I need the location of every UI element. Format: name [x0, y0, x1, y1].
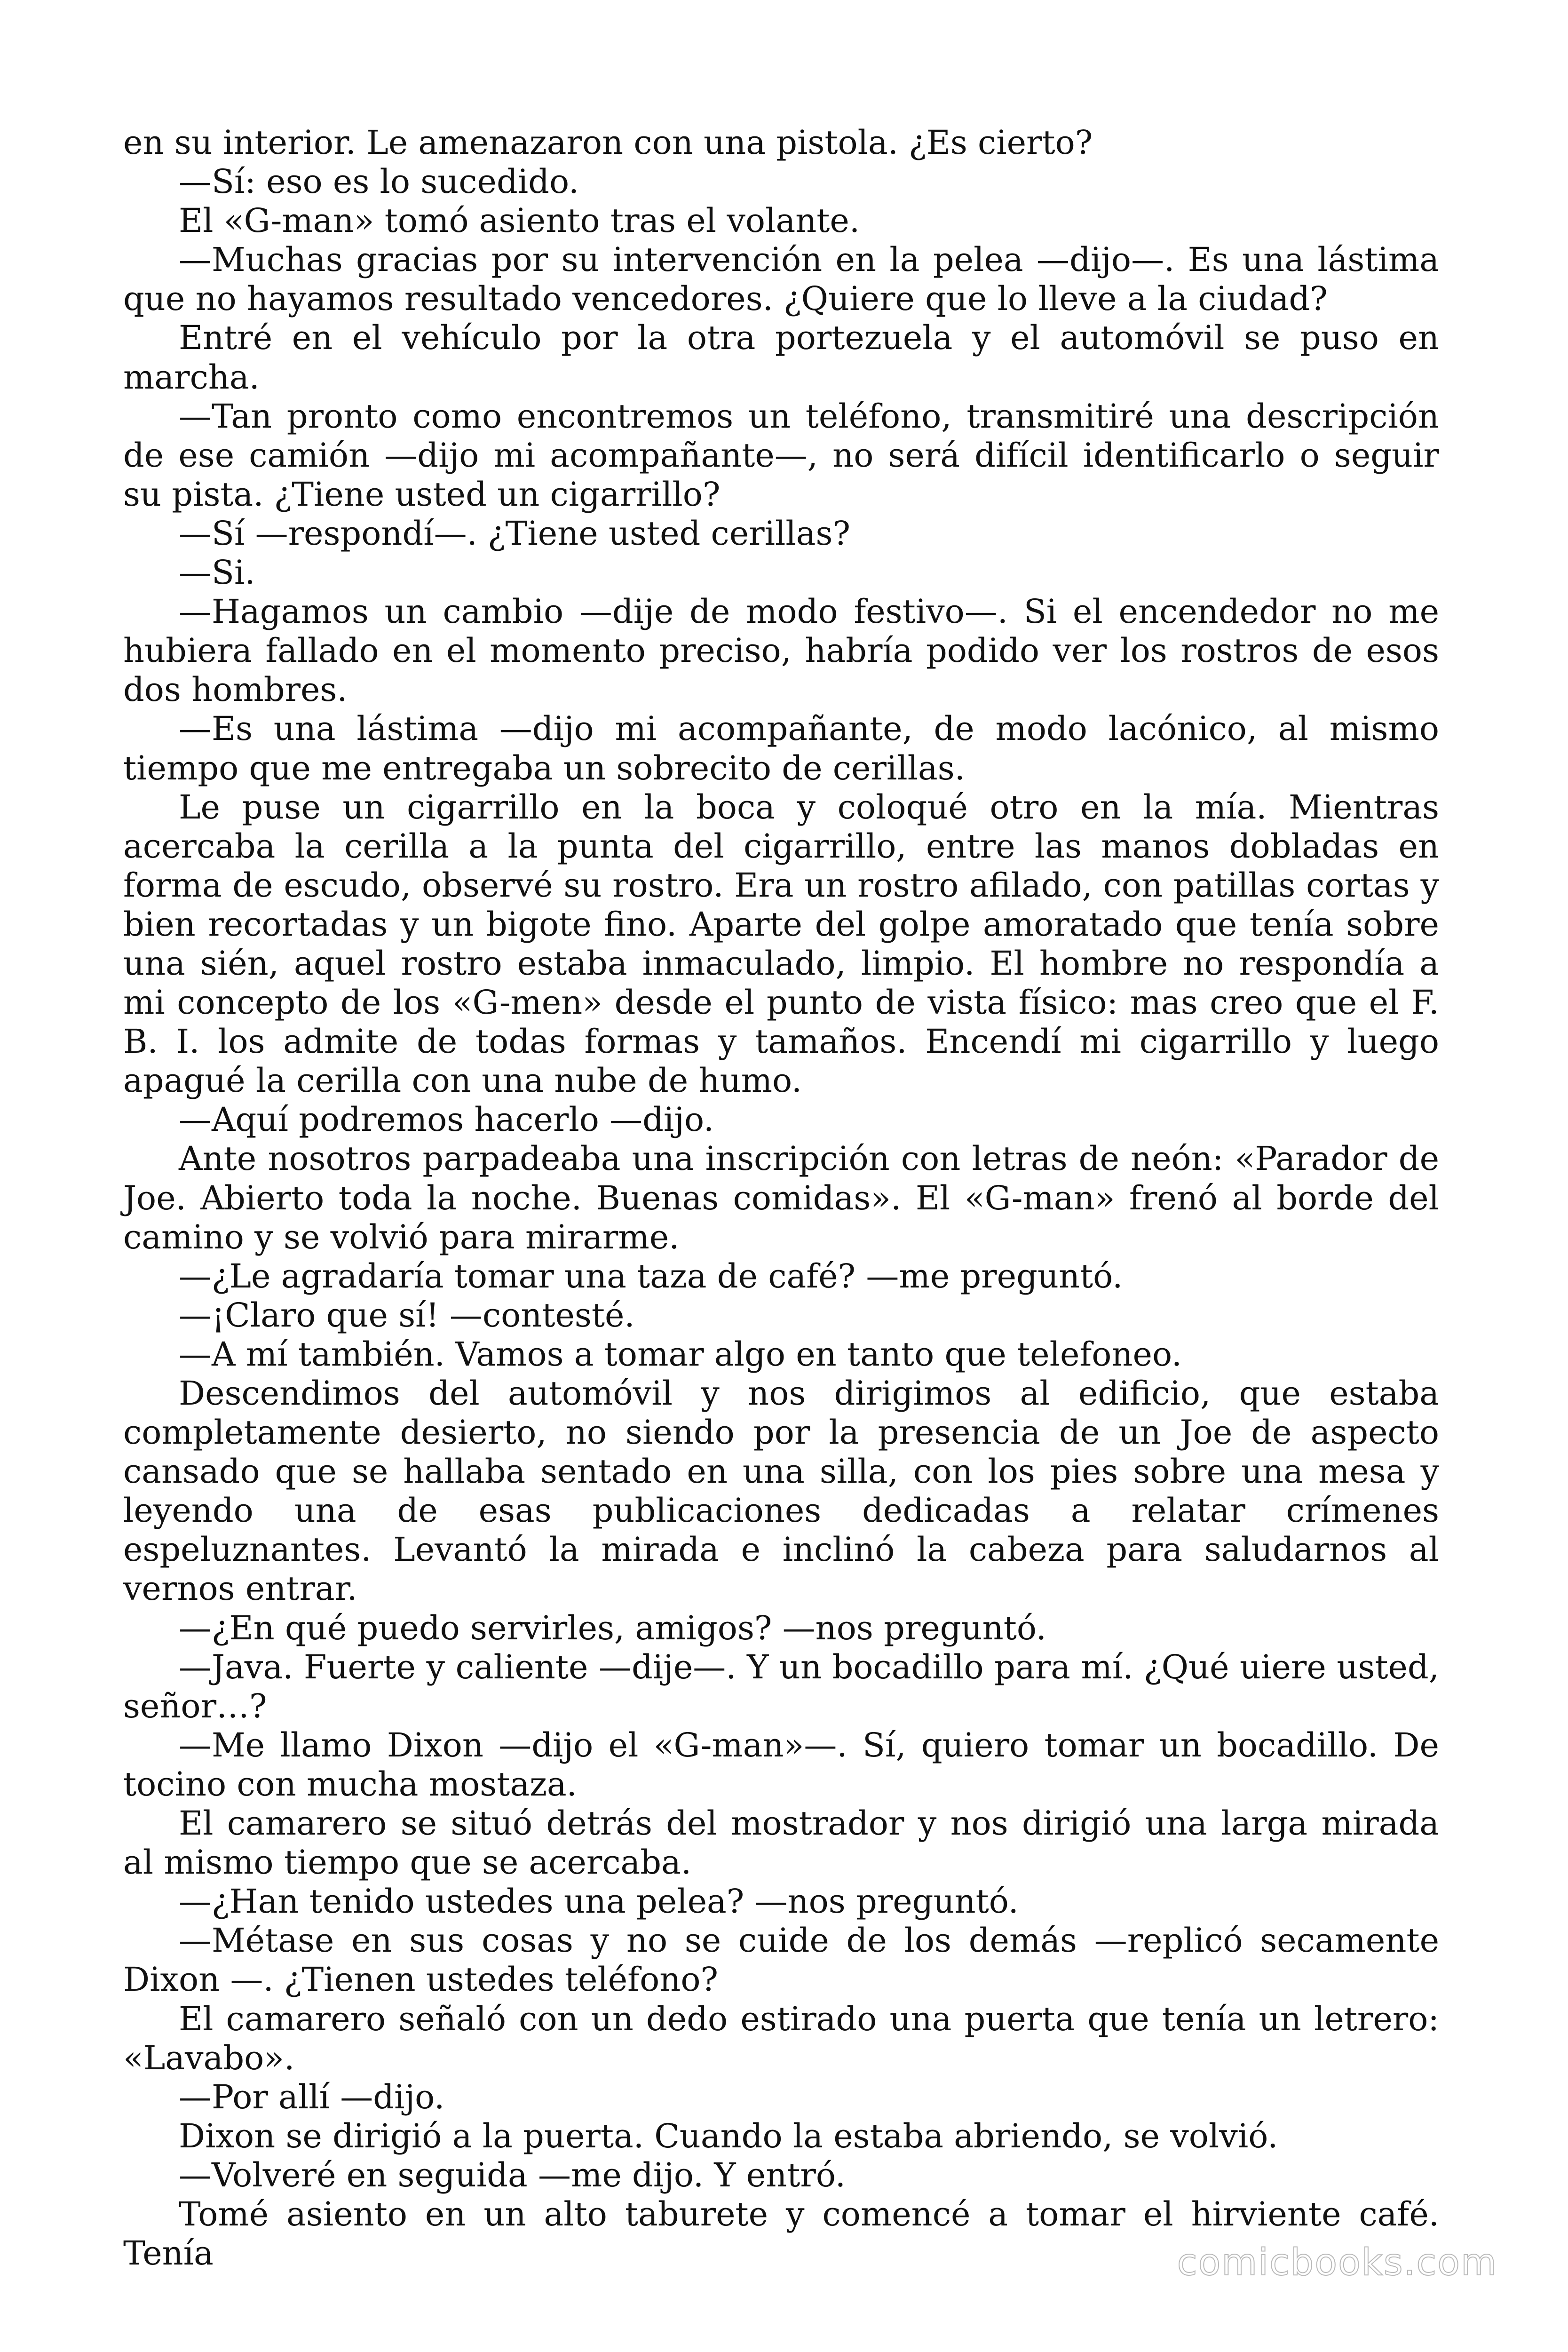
paragraph: —Me llamo Dixon —dijo el «G-man»—. Sí, quiero tomar un bocadillo. De tocino con mucha mostaza.	[123, 1725, 1439, 1804]
watermark: comicbooks.com	[1177, 2241, 1497, 2284]
paragraph: —Hagamos un cambio —dije de modo festivo—. Si el encendedor no me hubiera fallado en el momento preciso, habría podido ver los rostros de esos dos hombres.	[123, 592, 1439, 709]
paragraph: —A mí también. Vamos a tomar algo en tanto que telefoneo.	[179, 1335, 1182, 1374]
paragraph: —Es una lástima —dijo mi acompañante, de modo lacónico, al mismo tiempo que me entregaba un sobrecito de cerillas.	[123, 709, 1439, 787]
paragraph: —Volveré en seguida —me dijo. Y entró.	[179, 2155, 846, 2194]
paragraph: —Sí —respondí—. ¿Tiene usted cerillas?	[179, 514, 850, 553]
paragraph: —Tan pronto como encontremos un teléfono, transmitiré una descripción de ese camión —dijo mi acompañante—, no será difícil identificarlo o seguir su pista. ¿Tiene usted un cigarrillo?	[123, 397, 1439, 514]
paragraph: —Java. Fuerte y caliente —dije—. Y un bocadillo para mí. ¿Qué uiere usted, señor…?	[123, 1647, 1439, 1725]
paragraph: —Aquí podremos hacerlo —dijo.	[179, 1100, 714, 1139]
paragraph: —¡Claro que sí! —contesté.	[179, 1295, 635, 1335]
paragraph: Ante nosotros parpadeaba una inscripción con letras de neón: «Parador de Joe. Abierto toda la noche. Buenas comidas». El «G-man» frenó al borde del camino y se volvió para mirarme.	[123, 1139, 1439, 1256]
paragraph: Tomé asiento en un alto taburete y comencé a tomar el hirviente café. Tenía	[123, 2194, 1439, 2273]
paragraph: —Por allí —dijo.	[179, 2077, 445, 2116]
paragraph: Descendimos del automóvil y nos dirigimos al edificio, que estaba completamente desierto, no siendo por la presencia de un Joe de aspecto cansado que se hallaba sentado en una silla, con los pies sobre una mesa y leyendo una de esas publicaciones dedicadas a relatar crímenes espeluznantes. Levantó la mirada e inclinó la cabeza para saludarnos al vernos entrar.	[123, 1374, 1439, 1608]
paragraph: en su interior. Le amenazaron con una pistola. ¿Es cierto?	[123, 123, 1093, 162]
paragraph: —Métase en sus cosas y no se cuide de los demás —replicó secamente Dixon —. ¿Tienen ustedes teléfono?	[123, 1921, 1439, 1999]
page-text	[123, 123, 1439, 2273]
paragraph: —Si.	[179, 553, 255, 592]
paragraph: El «G-man» tomó asiento tras el volante.	[179, 201, 860, 240]
paragraph: El camarero señaló con un dedo estirado una puerta que tenía un letrero: «Lavabo».	[123, 1999, 1439, 2077]
paragraph: Le puse un cigarrillo en la boca y coloqué otro en la mía. Mientras acercaba la cerilla a la punta del cigarrillo, entre las manos dobladas en forma de escudo, observé su rostro. Era un rostro afilado, con patillas cortas y bien recortadas y un bigote fino. Aparte del golpe amoratado que tenía sobre una sién, aquel rostro estaba inmaculado, limpio. El hombre no respondía a mi concepto de los «G-men» desde el punto de vista físico: mas creo que el F. B. I. los admite de todas formas y tamaños. Encendí mi cigarrillo y luego apagué la cerilla con una nube de humo.	[123, 787, 1439, 1100]
paragraph: —Muchas gracias por su intervención en la pelea —dijo—. Es una lástima que no hayamos resultado vencedores. ¿Quiere que lo lleve a la ciudad?	[123, 240, 1439, 318]
paragraph: —¿Le agradaría tomar una taza de café? —me preguntó.	[179, 1256, 1123, 1295]
paragraph: Entré en el vehículo por la otra portezuela y el automóvil se puso en marcha.	[123, 318, 1439, 397]
paragraph: —¿Han tenido ustedes una pelea? —nos preguntó.	[179, 1882, 1019, 1921]
paragraph: Dixon se dirigió a la puerta. Cuando la estaba abriendo, se volvió.	[179, 2116, 1278, 2155]
paragraph: —¿En qué puedo servirles, amigos? —nos preguntó.	[179, 1608, 1047, 1647]
paragraph: —Sí: eso es lo sucedido.	[179, 162, 579, 201]
paragraph: El camarero se situó detrás del mostrador y nos dirigió una larga mirada al mismo tiempo que se acercaba.	[123, 1804, 1439, 1882]
